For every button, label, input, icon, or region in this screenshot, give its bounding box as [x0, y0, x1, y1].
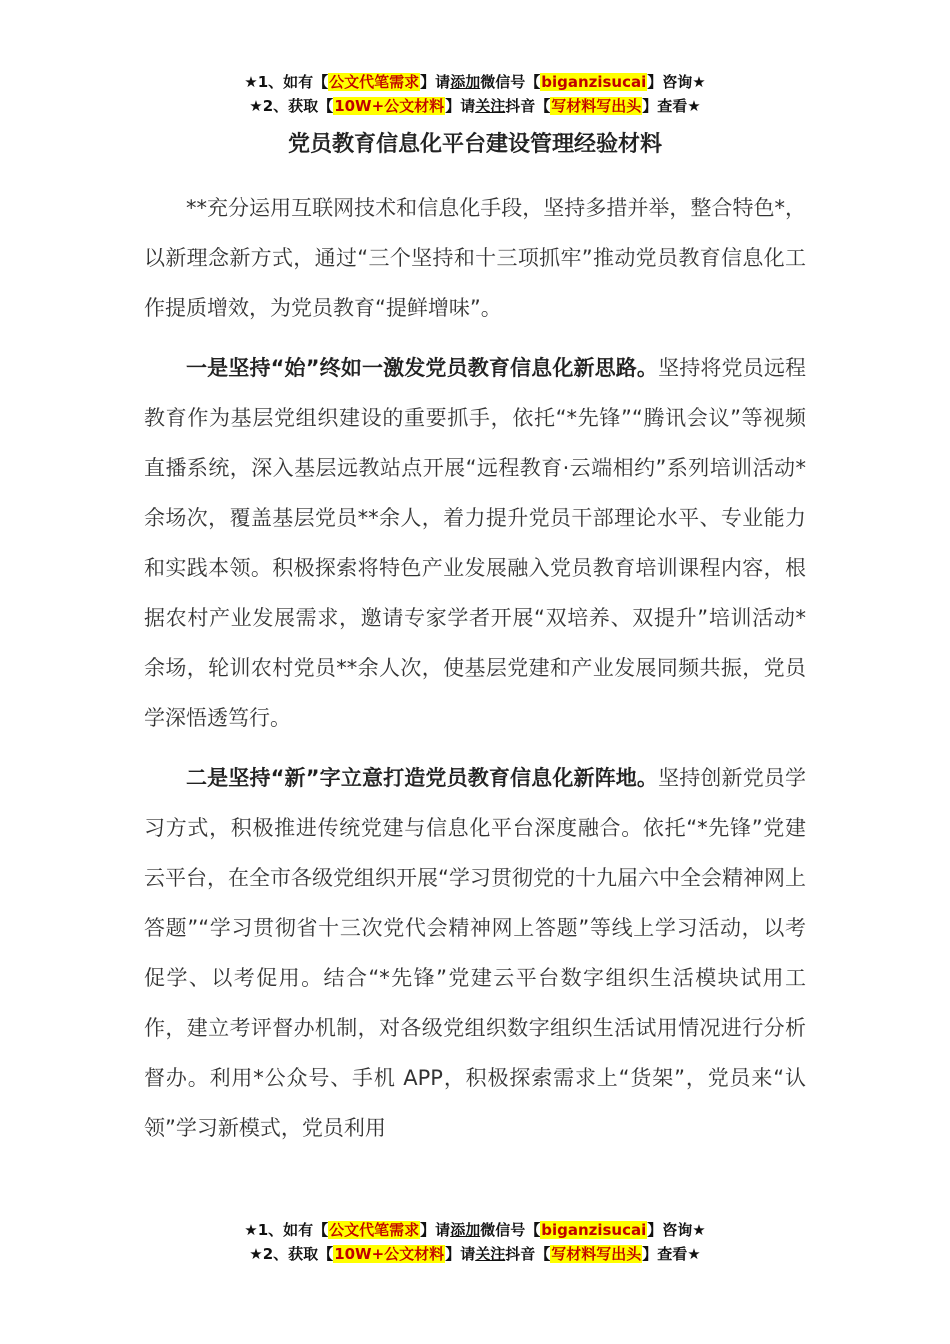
banner-text: 】咨询★ [647, 73, 706, 91]
banner-underlined: 添加 [450, 73, 481, 91]
banner-underlined: 添加 [450, 1221, 481, 1239]
banner-highlight: 写材料写出头 [551, 97, 642, 115]
section-body: 坚持将党员远程教育作为基层党组织建设的重要抓手，依托“*先锋”“腾讯会议”等视频直播系统，深入基层远教站点开展“远程教育·云端相约”系列培训活动*余场次，覆盖基层党员**余人，着力提升党员干部理论水平、专业能力和实践本领。积极探索将特色产业发展融入党员教育培训课程内容，根据农村产业发展需求，邀请专家学者开展“双培养、双提升”培训活动*余场，轮训农村党员**余人次，使基层党建和产业发展同频共振，党员学深悟透笃行。 [144, 356, 807, 730]
banner-text: ★2、获取【 [249, 1245, 334, 1263]
banner-text: 抖音【 [505, 1245, 551, 1263]
banner-text: ★1、如有【 [244, 1221, 329, 1239]
section-body: 坚持创新党员学习方式，积极推进传统党建与信息化平台深度融合。依托“*先锋”党建云平台，在全市各级党组织开展“学习贯彻党的十九届六中全会精神网上答题”“学习贯彻省十三次党代会精神网上答题”等线上学习活动，以考促学、以考促用。结合“*先锋”党建云平台数字组织生活模块试用工作，建立考评督办机制，对各级党组织数字组织生活试用情况进行分析督办。利用*公众号、手机 APP，积极探索需求上“货架”，党员来“认领”学习新模式，党员利用 [144, 766, 807, 1140]
banner-text: 抖音【 [505, 97, 551, 115]
banner-highlight: 公文代笔需求 [329, 1221, 420, 1239]
banner-highlight: biganzisucai [541, 73, 647, 91]
banner-highlight: 10W+公文材料 [334, 97, 445, 115]
banner-text: 】查看★ [642, 97, 701, 115]
banner-highlight: 写材料写出头 [551, 1245, 642, 1263]
banner-highlight: biganzisucai [541, 1221, 647, 1239]
banner-line-1 [0, 70, 950, 94]
banner-text: ★2、获取【 [249, 97, 334, 115]
banner-line-2 [0, 1242, 950, 1266]
banner-text: 微信号【 [480, 1221, 541, 1239]
banner-highlight: 公文代笔需求 [329, 73, 420, 91]
section-lead: 二是坚持“新”字立意打造党员教育信息化新阵地。 [186, 766, 659, 790]
intro-paragraph: **充分运用互联网技术和信息化手段，坚持多措并举，整合特色*，以新理念新方式，通过“三个坚持和十三项抓牢”推动党员教育信息化工作提质增效，为党员教育“提鲜增味”。 [144, 196, 806, 320]
banner-line-1 [0, 1218, 950, 1242]
banner-text: 】请 [445, 97, 476, 115]
document-body [144, 183, 806, 1163]
header-banner [0, 70, 950, 118]
banner-text: ★1、如有【 [244, 73, 329, 91]
section-lead: 一是坚持“始”终如一激发党员教育信息化新思路。 [186, 356, 659, 380]
banner-text: 微信号【 [480, 73, 541, 91]
section-paragraph-2 [144, 753, 806, 1153]
banner-text: 】请 [445, 1245, 476, 1263]
footer-banner [0, 1218, 950, 1266]
banner-underlined: 关注 [475, 97, 506, 115]
banner-text: 】请 [420, 1221, 451, 1239]
section-paragraph-1 [144, 343, 806, 743]
banner-highlight: 10W+公文材料 [334, 1245, 445, 1263]
banner-line-2 [0, 94, 950, 118]
banner-text: 】咨询★ [647, 1221, 706, 1239]
document-title: 党员教育信息化平台建设管理经验材料 [287, 132, 662, 157]
banner-underlined: 关注 [475, 1245, 506, 1263]
banner-text: 】查看★ [642, 1245, 701, 1263]
banner-text: 】请 [420, 73, 451, 91]
